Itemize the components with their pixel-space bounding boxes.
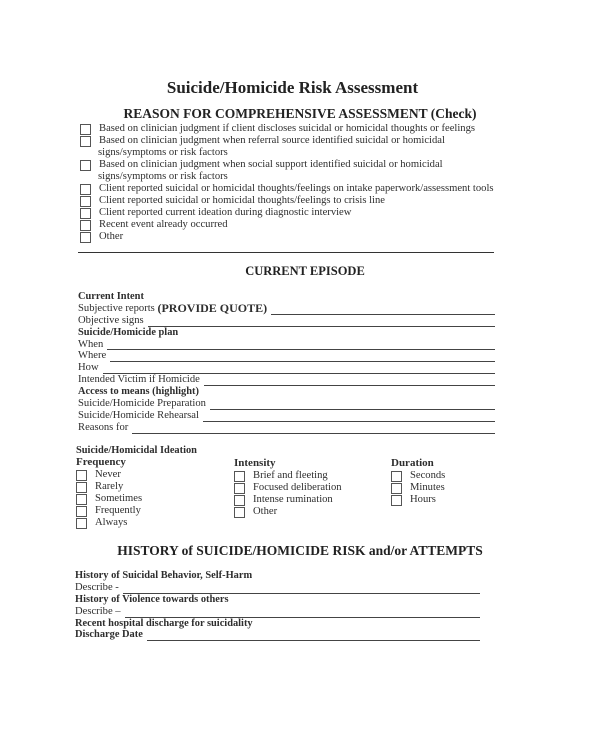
field-label: Suicide/Homicide Rehearsal — [78, 409, 199, 421]
current-episode-form — [78, 291, 495, 434]
checkbox[interactable] — [80, 220, 91, 231]
reason-item — [80, 231, 520, 243]
frequency-group — [76, 457, 142, 529]
reason-checklist — [80, 123, 520, 243]
frequency-label: Frequency — [76, 456, 126, 468]
describe-suicidal-input[interactable] — [123, 584, 480, 594]
describe-violence-input[interactable] — [125, 608, 480, 618]
intensity-label: Intensity — [234, 457, 276, 469]
preparation-field — [78, 398, 495, 410]
option-label: Hours — [410, 493, 436, 505]
reason-label: Client reported suicidal or homicidal thoughts/feelings to crisis line — [99, 194, 385, 206]
field-label: Describe – — [75, 605, 121, 617]
field-label: Discharge Date — [75, 629, 143, 641]
reason-label: Client reported suicidal or homicidal thoughts/feelings on intake paperwork/assessment tools — [99, 182, 494, 194]
reason-item — [80, 135, 520, 147]
checkbox[interactable] — [80, 208, 91, 219]
discharge-date-field — [75, 629, 480, 641]
reason-label: Based on clinician judgment when social support identified suicidal or homicidal — [99, 158, 443, 170]
reason-label-cont: signs/symptoms or risk factors — [98, 170, 228, 182]
option-label: Focused deliberation — [253, 481, 342, 493]
field-label: Subjective reports — [78, 302, 155, 314]
reason-label: Recent event already occurred — [99, 218, 228, 230]
field-label: Describe - — [75, 581, 119, 593]
checkbox[interactable] — [80, 196, 91, 207]
duration-group — [391, 458, 445, 506]
checkbox[interactable] — [76, 494, 87, 505]
checkbox[interactable] — [391, 483, 402, 494]
objective-input[interactable] — [148, 317, 495, 327]
reason-item — [80, 195, 520, 207]
history-form — [75, 570, 480, 641]
reason-item — [80, 183, 520, 195]
checkbox[interactable] — [80, 160, 91, 171]
describe-suicidal-field — [75, 582, 480, 594]
option-label: Minutes — [410, 481, 445, 493]
access-label: Access to means (highlight) — [78, 386, 199, 398]
checkbox[interactable] — [80, 124, 91, 135]
reason-label: Other — [99, 230, 124, 242]
option-label: Rarely — [95, 480, 124, 492]
victim-field — [78, 374, 495, 386]
checkbox[interactable] — [80, 232, 91, 243]
reasons-input[interactable] — [132, 424, 495, 434]
objective-field — [78, 315, 495, 327]
duration-label: Duration — [391, 457, 434, 469]
field-label: How — [78, 362, 99, 374]
field-label: Where — [78, 350, 107, 362]
checkbox[interactable] — [234, 495, 245, 506]
reason-item — [80, 123, 520, 135]
field-label: Reasons for — [78, 421, 129, 433]
option-label: Never — [95, 468, 121, 480]
provide-quote-label: (PROVIDE QUOTE) — [157, 300, 268, 315]
checkbox[interactable] — [76, 518, 87, 529]
option-label: Always — [95, 516, 128, 528]
option-label: Seconds — [410, 469, 446, 481]
rehearsal-field — [78, 410, 495, 422]
how-input[interactable] — [103, 364, 495, 374]
reason-heading: REASON FOR COMPREHENSIVE ASSESSMENT (Check) — [123, 106, 477, 121]
where-input[interactable] — [110, 352, 495, 362]
victim-input[interactable] — [204, 376, 495, 386]
preparation-input[interactable] — [210, 400, 495, 410]
option-label: Other — [253, 505, 278, 517]
reason-label: Based on clinician judgment if client discloses suicidal or homicidal thoughts or feelings — [99, 123, 476, 134]
rehearsal-input[interactable] — [203, 412, 495, 422]
how-field — [78, 362, 495, 374]
option-label: Frequently — [95, 504, 141, 516]
reason-label-cont: signs/symptoms or risk factors — [98, 147, 228, 158]
checkbox[interactable] — [80, 184, 91, 195]
subjective-input[interactable] — [271, 305, 495, 315]
discharge-label: Recent hospital discharge for suicidality — [75, 617, 253, 629]
field-label: Intended Victim if Homicide — [78, 374, 200, 386]
field-label: Objective signs — [78, 314, 144, 326]
checkbox[interactable] — [391, 471, 402, 482]
checkbox[interactable] — [234, 507, 245, 518]
checkbox[interactable] — [234, 471, 245, 482]
intensity-group — [234, 458, 342, 518]
document-title: Suicide/Homicide Risk Assessment — [166, 78, 419, 97]
field-label: Suicide/Homicide Preparation — [78, 398, 206, 409]
option-label: Intense rumination — [253, 493, 333, 505]
plan-label: Suicide/Homicide plan — [78, 326, 179, 338]
other-line[interactable] — [78, 252, 494, 253]
reason-item — [80, 159, 520, 171]
checkbox[interactable] — [76, 482, 87, 493]
describe-violence-field — [75, 606, 480, 618]
when-input[interactable] — [107, 340, 495, 350]
reason-label: Based on clinician judgment when referral source identified suicidal or homicidal — [99, 135, 445, 146]
discharge-date-input[interactable] — [147, 631, 480, 641]
reasons-field — [78, 422, 495, 434]
checkbox[interactable] — [76, 506, 87, 517]
option-label: Brief and fleeting — [253, 469, 328, 481]
checkbox[interactable] — [234, 483, 245, 494]
subjective-field — [78, 300, 495, 315]
reason-item — [80, 207, 520, 219]
reason-item — [80, 219, 520, 231]
checkbox[interactable] — [80, 136, 91, 147]
checkbox[interactable] — [391, 495, 402, 506]
where-field — [78, 350, 495, 362]
violence-history-label: History of Violence towards others — [75, 593, 229, 605]
suicidal-history-label: History of Suicidal Behavior, Self-Harm — [75, 569, 253, 581]
reason-label: Client reported current ideation during diagnostic interview — [99, 206, 352, 218]
when-field — [78, 339, 495, 351]
current-episode-heading: CURRENT EPISODE — [245, 264, 365, 278]
option-label: Sometimes — [95, 492, 143, 504]
ideation-heading: Suicide/Homicidal Ideation — [76, 445, 197, 456]
current-intent-label: Current Intent — [78, 290, 144, 302]
field-label: When — [78, 338, 104, 350]
checkbox[interactable] — [76, 470, 87, 481]
history-heading: HISTORY of SUICIDE/HOMICIDE RISK and/or ATTEMPTS — [117, 543, 483, 558]
